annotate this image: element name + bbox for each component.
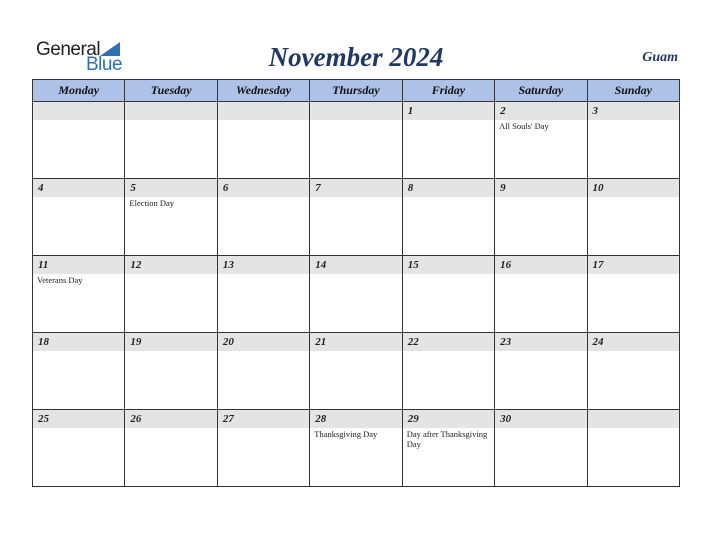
day-number: 21 xyxy=(310,333,401,351)
day-number: 11 xyxy=(33,256,124,274)
day-cell xyxy=(402,102,494,179)
day-cell xyxy=(310,256,402,333)
weekday-header: Sunday xyxy=(587,80,679,102)
day-cell xyxy=(310,410,402,487)
holiday-label xyxy=(33,120,124,121)
day-number: 15 xyxy=(403,256,494,274)
weekday-header: Wednesday xyxy=(217,80,309,102)
day-cell xyxy=(402,333,494,410)
day-number: 23 xyxy=(495,333,586,351)
holiday-label xyxy=(218,428,309,429)
day-cell xyxy=(310,333,402,410)
week-row xyxy=(33,256,680,333)
holiday-label xyxy=(403,351,494,352)
holiday-label xyxy=(588,351,679,352)
holiday-label xyxy=(495,428,586,429)
weekday-header: Saturday xyxy=(495,80,587,102)
day-cell xyxy=(495,410,587,487)
calendar-grid xyxy=(32,79,680,487)
day-cell xyxy=(587,410,679,487)
day-cell xyxy=(310,179,402,256)
holiday-label xyxy=(33,197,124,198)
holiday-label: Election Day xyxy=(129,198,175,208)
day-cell xyxy=(402,410,494,487)
holiday-label xyxy=(310,197,401,198)
holiday-label xyxy=(125,428,216,429)
holiday-label xyxy=(403,274,494,275)
region-label: Guam xyxy=(642,50,678,65)
holiday-label xyxy=(310,274,401,275)
day-cell xyxy=(402,256,494,333)
holiday-label xyxy=(310,120,401,121)
holiday-label xyxy=(125,351,216,352)
day-number: 1 xyxy=(403,102,494,120)
holiday-label xyxy=(33,428,124,429)
day-cell xyxy=(217,102,309,179)
holiday-label xyxy=(218,120,309,121)
day-number: 27 xyxy=(218,410,309,428)
weekday-header-row xyxy=(33,80,680,102)
holiday-label xyxy=(588,274,679,275)
day-number: 22 xyxy=(403,333,494,351)
day-cell xyxy=(587,256,679,333)
day-number: 6 xyxy=(218,179,309,197)
holiday-label xyxy=(403,120,494,121)
day-number: 28 xyxy=(310,410,401,428)
day-cell xyxy=(33,333,125,410)
day-cell xyxy=(587,333,679,410)
holiday-label xyxy=(403,197,494,198)
holiday-label xyxy=(588,428,679,429)
calendar-title: November 2024 xyxy=(268,42,444,72)
day-cell xyxy=(587,102,679,179)
day-number xyxy=(125,102,216,120)
week-row xyxy=(33,333,680,410)
day-number: 10 xyxy=(588,179,679,197)
holiday-label xyxy=(495,274,586,275)
day-cell xyxy=(33,256,125,333)
weekday-header: Friday xyxy=(402,80,494,102)
week-row xyxy=(33,102,680,179)
day-cell xyxy=(310,102,402,179)
day-number xyxy=(33,102,124,120)
holiday-label: Veterans Day xyxy=(37,275,83,285)
holiday-label xyxy=(125,274,216,275)
day-cell xyxy=(125,256,217,333)
day-cell xyxy=(217,333,309,410)
day-number: 18 xyxy=(33,333,124,351)
week-row xyxy=(33,410,680,487)
logo-text-general: General xyxy=(36,39,101,60)
day-cell xyxy=(125,333,217,410)
day-number: 25 xyxy=(33,410,124,428)
day-cell xyxy=(495,256,587,333)
day-number: 19 xyxy=(125,333,216,351)
day-cell xyxy=(495,179,587,256)
day-cell xyxy=(587,179,679,256)
holiday-label: All Souls' Day xyxy=(499,121,549,131)
day-cell xyxy=(495,102,587,179)
day-number: 16 xyxy=(495,256,586,274)
day-number: 9 xyxy=(495,179,586,197)
day-number: 30 xyxy=(495,410,586,428)
weekday-header: Thursday xyxy=(310,80,402,102)
holiday-label: Thanksgiving Day xyxy=(314,429,378,439)
day-cell xyxy=(495,333,587,410)
day-number: 8 xyxy=(403,179,494,197)
day-number: 7 xyxy=(310,179,401,197)
day-cell xyxy=(125,179,217,256)
day-number: 20 xyxy=(218,333,309,351)
day-number: 24 xyxy=(588,333,679,351)
logo-text-blue: Blue xyxy=(86,54,123,75)
holiday-label xyxy=(495,351,586,352)
weekday-header: Monday xyxy=(33,80,125,102)
holiday-label xyxy=(218,274,309,275)
day-cell xyxy=(402,179,494,256)
day-number: 26 xyxy=(125,410,216,428)
holiday-label: Day after Thanksgiving Day xyxy=(406,429,488,449)
day-cell xyxy=(217,256,309,333)
day-cell xyxy=(33,410,125,487)
day-number xyxy=(588,410,679,428)
day-number: 5 xyxy=(125,179,216,197)
day-cell xyxy=(217,410,309,487)
day-number: 14 xyxy=(310,256,401,274)
day-cell xyxy=(33,179,125,256)
day-number: 29 xyxy=(403,410,494,428)
holiday-label xyxy=(218,351,309,352)
day-cell xyxy=(125,102,217,179)
day-number: 17 xyxy=(588,256,679,274)
holiday-label xyxy=(218,197,309,198)
day-cell xyxy=(33,102,125,179)
day-number: 3 xyxy=(588,102,679,120)
holiday-label xyxy=(495,197,586,198)
holiday-label xyxy=(588,197,679,198)
day-cell xyxy=(125,410,217,487)
day-number: 4 xyxy=(33,179,124,197)
day-cell xyxy=(217,179,309,256)
weekday-header: Tuesday xyxy=(125,80,217,102)
day-number: 13 xyxy=(218,256,309,274)
day-number xyxy=(310,102,401,120)
holiday-label xyxy=(310,351,401,352)
day-number xyxy=(218,102,309,120)
day-number: 12 xyxy=(125,256,216,274)
holiday-label xyxy=(33,351,124,352)
week-row xyxy=(33,179,680,256)
holiday-label xyxy=(588,120,679,121)
day-number: 2 xyxy=(495,102,586,120)
holiday-label xyxy=(125,120,216,121)
